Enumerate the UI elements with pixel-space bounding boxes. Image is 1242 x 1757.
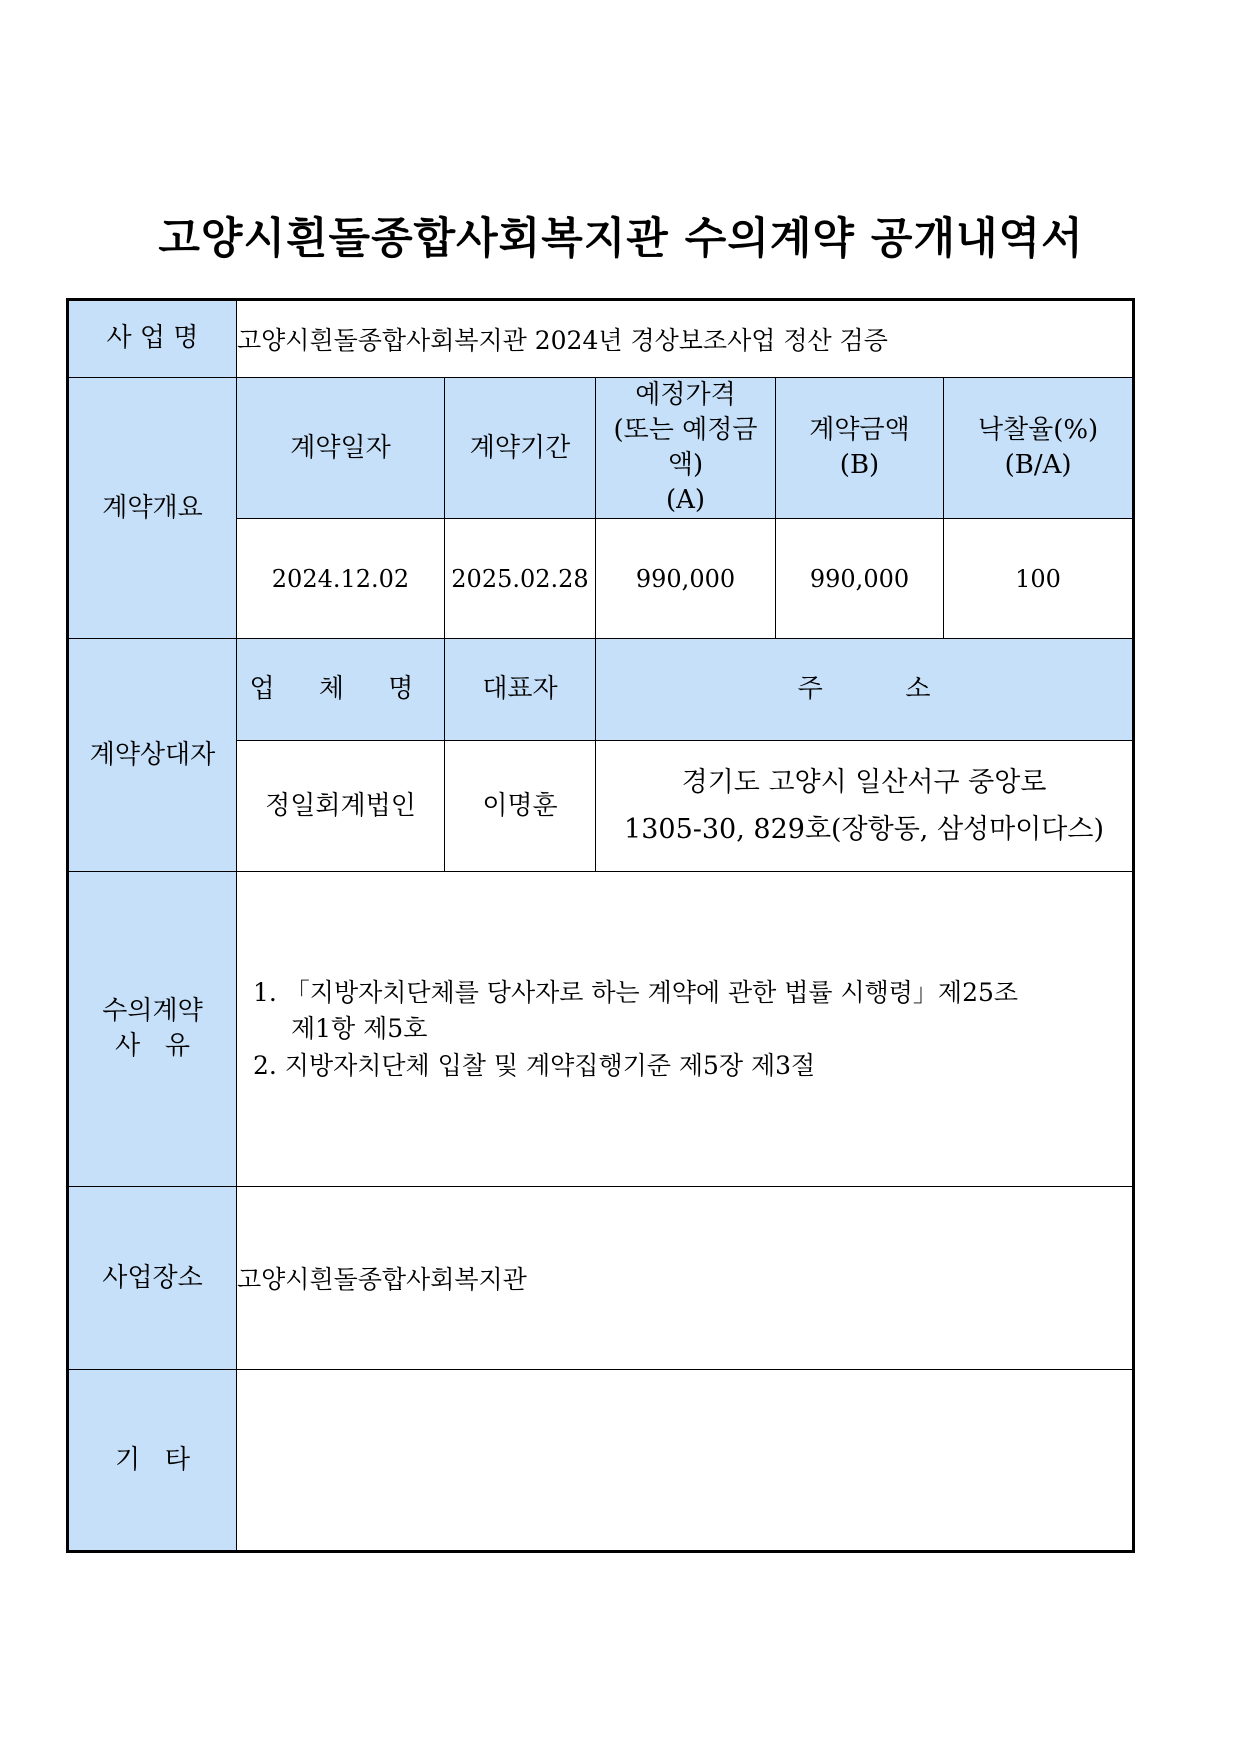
overview-header-row xyxy=(68,378,1134,519)
reason-item-2: 2. 지방자치단체 입찰 및 계약집행기준 제5장 제3절 xyxy=(253,1050,816,1080)
header-contract-amount xyxy=(776,378,944,519)
location-value: 고양시흰돌종합사회복지관 xyxy=(237,1187,1134,1370)
overview-label: 계약개요 xyxy=(68,378,237,639)
location-label: 사업장소 xyxy=(68,1187,237,1370)
value-estimated-price: 990,000 xyxy=(596,519,776,639)
header-estimated-line2: (또는 예정금액) xyxy=(613,415,758,481)
etc-label: 기 타 xyxy=(68,1370,237,1552)
reason-label-line2: 사 유 xyxy=(114,1031,191,1062)
counterparty-label: 계약상대자 xyxy=(68,639,237,872)
header-company-text: 업 체 명 xyxy=(249,674,432,705)
etc-row xyxy=(68,1370,1134,1552)
project-label xyxy=(68,300,237,378)
address-line1: 경기도 고양시 일산서구 중앙로 xyxy=(681,767,1047,799)
counterparty-header-row xyxy=(68,639,1134,741)
reason-label xyxy=(68,872,237,1187)
header-contract-date: 계약일자 xyxy=(237,378,445,519)
project-label-text: 사 업 명 xyxy=(106,323,199,354)
page-title: 고양시흰돌종합사회복지관 수의계약 공개내역서 xyxy=(158,214,1084,264)
header-award-rate xyxy=(944,378,1134,519)
header-estimated-price xyxy=(596,378,776,519)
header-estimated-line1: 예정가격 xyxy=(635,380,736,410)
value-contract-amount: 990,000 xyxy=(776,519,944,639)
header-contract-period: 계약기간 xyxy=(445,378,596,519)
value-award-rate: 100 xyxy=(944,519,1134,639)
header-amount-line1: 계약금액 xyxy=(809,415,910,446)
header-representative: 대표자 xyxy=(445,639,596,741)
address-line2: 1305-30, 829호(장항동, 삼성마이다스) xyxy=(624,814,1104,846)
value-address xyxy=(596,741,1134,872)
header-rate-line2: (B/A) xyxy=(1004,450,1072,481)
disclosure-table xyxy=(66,298,1135,1553)
reason-item-1: 1. 「지방자치단체를 당사자로 하는 계약에 관한 법률 시행령」제25조 xyxy=(253,978,1019,1007)
reason-item-1-cont: 제1항 제5호 xyxy=(291,1014,428,1044)
location-row xyxy=(68,1187,1134,1370)
value-representative: 이명훈 xyxy=(445,741,596,872)
value-company: 정일회계법인 xyxy=(237,741,445,872)
header-rate-line1: 낙찰율(%) xyxy=(977,415,1099,446)
header-amount-line2: (B) xyxy=(839,450,880,481)
project-value: 고양시흰돌종합사회복지관 2024년 경상보조사업 정산 검증 xyxy=(237,300,1134,378)
project-row xyxy=(68,300,1134,378)
value-contract-date: 2024.12.02 xyxy=(237,519,445,639)
etc-value xyxy=(237,1370,1134,1552)
reason-value xyxy=(237,872,1134,1187)
reason-label-line1: 수의계약 xyxy=(102,996,203,1027)
value-contract-period: 2025.02.28 xyxy=(445,519,596,639)
header-company xyxy=(237,639,445,741)
header-estimated-line3: (A) xyxy=(665,485,706,516)
reason-row xyxy=(68,872,1134,1187)
header-address: 주 소 xyxy=(596,639,1134,741)
